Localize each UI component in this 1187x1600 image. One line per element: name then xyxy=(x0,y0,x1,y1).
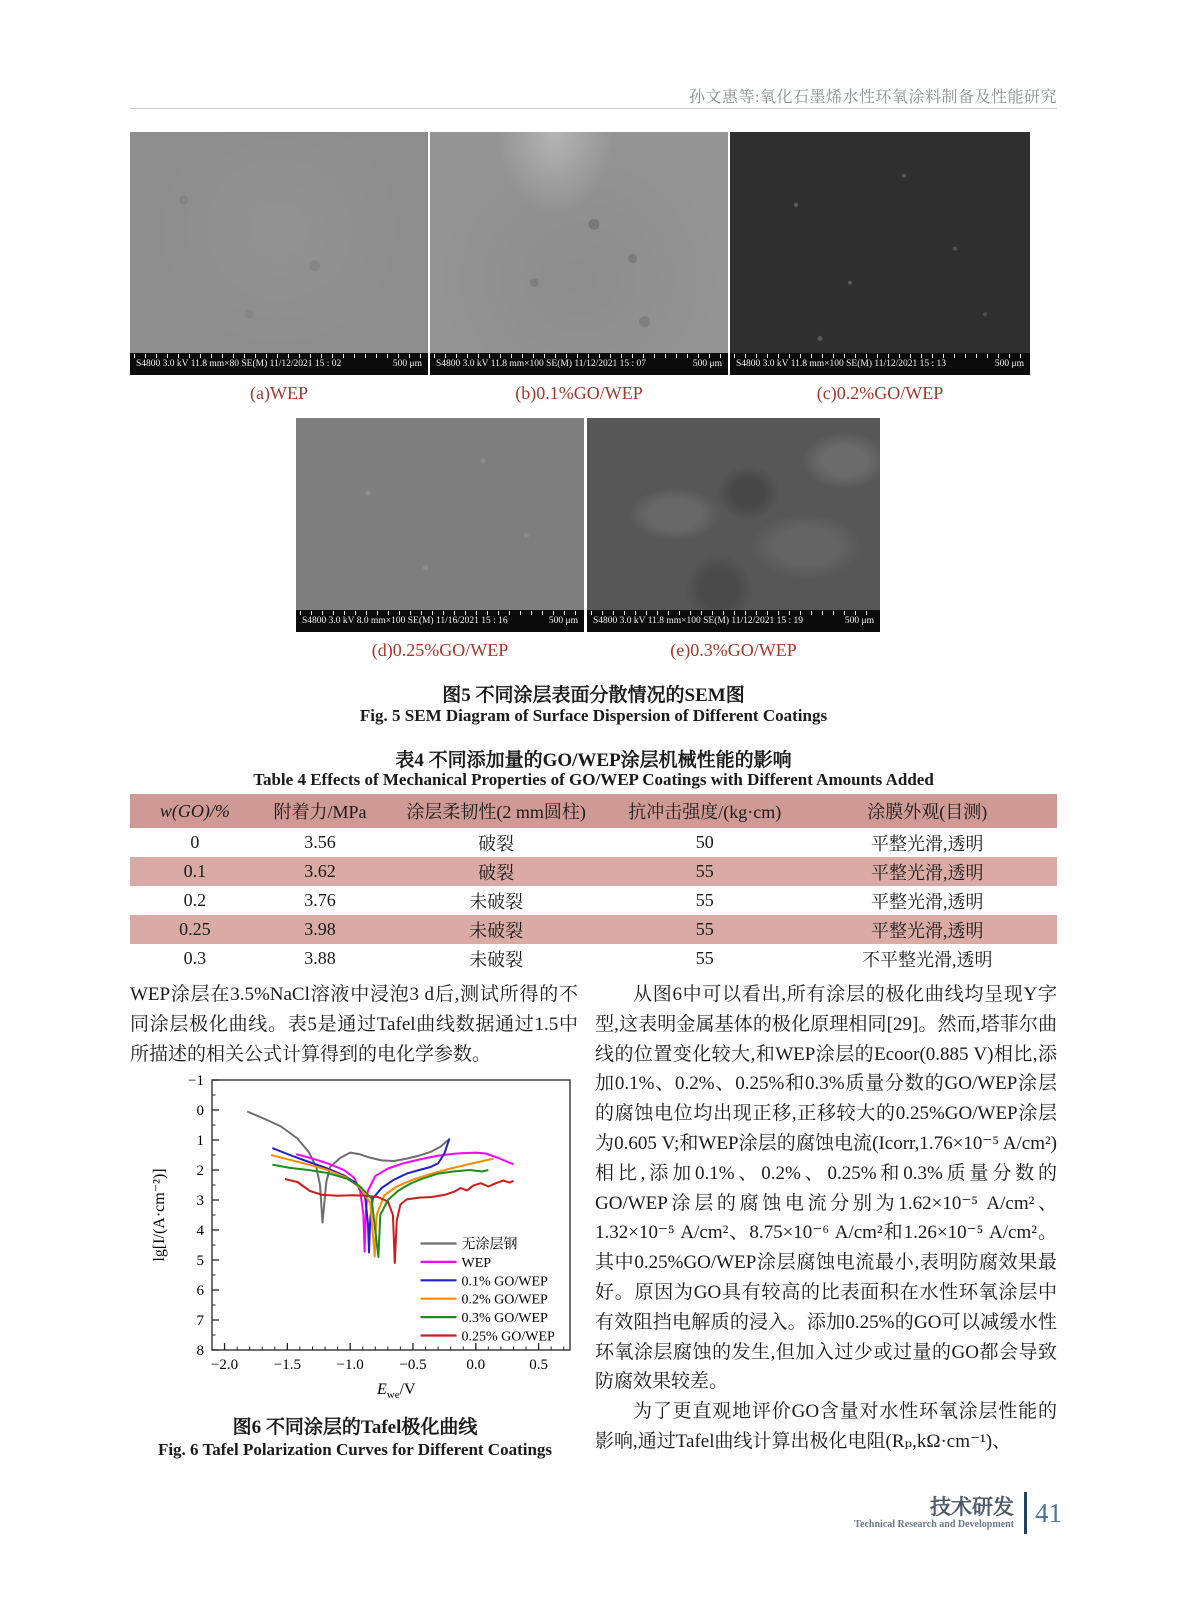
sem-image-d xyxy=(296,418,584,632)
sem-label-b: (b)0.1%GO/WEP xyxy=(515,383,643,403)
table4-title-en: Table 4 Effects of Mechanical Properties of GO/WEP Coatings with Different Amounts Added xyxy=(253,770,934,789)
table-cell: 3.88 xyxy=(304,948,336,968)
svg-text:0.25% GO/WEP: 0.25% GO/WEP xyxy=(461,1329,555,1345)
scale-ruler xyxy=(434,354,724,358)
table-row xyxy=(130,944,1057,973)
table-header-row xyxy=(130,794,1057,828)
footer-section-cn: 技术研发 xyxy=(930,1495,1014,1519)
svg-text:Ewe/V: $E_{we}/V$ xyxy=(377,1381,416,1401)
svg-text:0.3% GO/WEP: 0.3% GO/WEP xyxy=(461,1311,548,1327)
running-header: 孙文惠等:氧化石墨烯水性环氧涂料制备及性能研究 xyxy=(689,89,1057,106)
sem-label-d: (d)0.25%GO/WEP xyxy=(371,640,509,660)
sem-status-bar xyxy=(130,353,428,375)
svg-text:2: 2 xyxy=(196,1163,204,1179)
svg-text:0.0: 0.0 xyxy=(466,1357,486,1373)
footer-divider xyxy=(1024,1492,1027,1534)
svg-text:0: 0 xyxy=(196,1103,204,1119)
sem-status-text: S4800 3.0 kV 11.8 mm×80 SE(M) 11/12/2021 15 : 02 xyxy=(136,359,342,369)
table-cell: 0.1 xyxy=(130,857,260,886)
svg-text:无涂层钢: 无涂层钢 xyxy=(461,1237,518,1253)
sem-status-text: S4800 3.0 kV 11.8 mm×100 SE(M) 11/12/2021 15 : 13 xyxy=(736,359,947,369)
table-row xyxy=(130,886,1057,915)
svg-text:6: 6 xyxy=(196,1283,204,1299)
table-cell: 55 xyxy=(695,948,714,968)
left-column xyxy=(130,980,578,1069)
table-header-cell: 附着力/MPa xyxy=(260,794,381,828)
svg-text:−1: −1 xyxy=(188,1073,204,1089)
table-cell: 55 xyxy=(612,915,797,944)
svg-text:0.1% GO/WEP: 0.1% GO/WEP xyxy=(461,1274,548,1290)
svg-text:3: 3 xyxy=(196,1193,204,1209)
scale-ruler xyxy=(134,354,424,358)
table-cell: 55 xyxy=(695,890,714,910)
svg-text:0.5: 0.5 xyxy=(529,1357,548,1373)
svg-text:1: 1 xyxy=(196,1133,204,1149)
scale-ruler xyxy=(591,611,876,615)
body-paragraph: 从图6中可以看出,所有涂层的极化曲线均呈现Y字型,这表明金属基体的极化原理相同[29]。然而,塔菲尔曲线的位置变化较大,和WEP涂层的Ecoor(0.885 V)相比,添加0.1%、0.2%、0.25%和0.3%质量分数的GO/WEP涂层的腐蚀电位均出现正移,正移较大的0.25%GO/WEP涂层为0.605 V;和WEP涂层的腐蚀电流(Icorr,1.76×10⁻⁵ A/cm²)相比,添加0.1%、0.2%、0.25%和0.3%质量分数的GO/WEP涂层的腐蚀电流分别为1.62×10⁻⁵ A/cm²、1.32×10⁻⁵ A/cm²、8.75×10⁻⁶ A/cm²和1.26×10⁻⁵ A/cm²。其中0.25%GO/WEP涂层腐蚀电流最小,表明防腐效果最好。原因为GO具有较高的比表面积在水性环氧涂层中有效阻挡电解质的浸入。添加0.25%的GO可以减缓水性环氧涂层腐蚀的发生,但加入过少或过量的GO都会导致防腐效果较差。 xyxy=(595,984,1057,1393)
sem-status-bar xyxy=(430,353,728,375)
table-cell: 50 xyxy=(695,832,714,852)
table-header-cell: w(GO)/% xyxy=(130,794,260,828)
scale-ruler xyxy=(300,611,580,615)
fig5-caption-en: Fig. 5 SEM Diagram of Surface Dispersion of Different Coatings xyxy=(359,706,828,725)
footer-section-en: Technical Research and Development xyxy=(854,1518,1014,1530)
sem-status-bar xyxy=(296,610,584,632)
sem-image-b xyxy=(430,132,728,375)
svg-text:8: 8 xyxy=(196,1343,204,1359)
right-column xyxy=(595,980,1057,1457)
table-cell: 平整光滑,透明 xyxy=(797,857,1057,886)
table-header-cell: 涂层柔韧性(2 mm圆柱) xyxy=(380,794,612,828)
sem-status-text: S4800 3.0 kV 8.0 mm×100 SE(M) 11/16/2021 15 : 16 xyxy=(302,616,508,626)
table-cell: 3.76 xyxy=(304,890,336,910)
table-header-cell: 涂膜外观(目测) xyxy=(797,794,1057,828)
sem-scale-text: 500 μm xyxy=(548,616,578,626)
svg-text:lg[I/(A·cm⁻²)]: lg[I/(A·cm⁻²)] xyxy=(151,1168,168,1262)
sem-status-bar xyxy=(730,353,1030,375)
table-cell: 未破裂 xyxy=(469,949,524,970)
svg-text:0.2% GO/WEP: 0.2% GO/WEP xyxy=(461,1292,548,1308)
scale-ruler xyxy=(734,354,1026,358)
table-cell: 0 xyxy=(190,832,200,852)
table-cell: 未破裂 xyxy=(380,915,612,944)
svg-text:7: 7 xyxy=(196,1313,204,1329)
table-cell: 3.98 xyxy=(260,915,381,944)
svg-text:4: 4 xyxy=(196,1223,204,1239)
sem-status-bar xyxy=(587,610,880,632)
sem-label-a: (a)WEP xyxy=(250,383,308,403)
table-cell: 不平整光滑,透明 xyxy=(861,949,993,970)
svg-text:−2.0: −2.0 xyxy=(210,1357,239,1373)
table-row xyxy=(130,857,1057,886)
table-cell: 平整光滑,透明 xyxy=(870,833,984,854)
table-cell: 0.2 xyxy=(183,890,207,910)
table-cell: 0.25 xyxy=(130,915,260,944)
table4 xyxy=(130,794,1057,973)
body-paragraph: WEP涂层在3.5%NaCl溶液中浸泡3 d后,测试所得的不同涂层极化曲线。表5是通过Tafel曲线数据通过1.5中所描述的相关公式计算得到的电化学参数。 xyxy=(130,984,578,1065)
sem-status-text: S4800 3.0 kV 11.8 mm×100 SE(M) 11/12/2021 15 : 07 xyxy=(436,359,647,369)
table-cell: 55 xyxy=(612,857,797,886)
fig6-caption-cn: 图6 不同涂层的Tafel极化曲线 xyxy=(232,1417,478,1438)
sem-scale-text: 500 μm xyxy=(692,359,722,369)
fig5-caption-cn: 图5 不同涂层表面分散情况的SEM图 xyxy=(442,685,745,706)
tafel-chart-svg xyxy=(148,1068,584,1402)
table-cell: 破裂 xyxy=(380,857,612,886)
svg-text:WEP: WEP xyxy=(461,1255,492,1271)
sem-image-c xyxy=(730,132,1030,375)
table-cell: 平整光滑,透明 xyxy=(797,915,1057,944)
figure6-chart xyxy=(148,1068,584,1402)
body-paragraph: 为了更直观地评价GO含量对水性环氧涂层性能的影响,通过Tafel曲线计算出极化电阻(Rₚ,kΩ·cm⁻¹)、 xyxy=(595,1401,1057,1452)
table-header-cell: 抗冲击强度/(kg·cm) xyxy=(612,794,797,828)
table-cell: 3.56 xyxy=(304,832,336,852)
table-cell: 平整光滑,透明 xyxy=(870,891,984,912)
table-cell: 3.62 xyxy=(260,857,381,886)
fig6-caption-en: Fig. 6 Tafel Polarization Curves for Different Coatings xyxy=(157,1440,553,1459)
sem-status-text: S4800 3.0 kV 11.8 mm×100 SE(M) 11/12/2021 15 : 19 xyxy=(593,616,804,626)
table-cell: 0.3 xyxy=(183,948,207,968)
sem-image-a xyxy=(130,132,428,375)
page-footer xyxy=(854,1492,1062,1534)
page-number: 41 xyxy=(1035,1497,1062,1528)
table-cell: 未破裂 xyxy=(469,891,524,912)
table-cell: 破裂 xyxy=(478,833,515,854)
svg-text:−1.5: −1.5 xyxy=(273,1357,301,1373)
table-row xyxy=(130,915,1057,944)
svg-text:5: 5 xyxy=(196,1253,204,1269)
sem-scale-text: 500 μm xyxy=(994,359,1024,369)
header-rule xyxy=(130,108,1057,109)
sem-image-e xyxy=(587,418,880,632)
svg-text:−0.5: −0.5 xyxy=(399,1357,427,1373)
sem-label-e: (e)0.3%GO/WEP xyxy=(670,640,797,660)
svg-text:−1.0: −1.0 xyxy=(336,1357,364,1373)
table4-title-cn: 表4 不同添加量的GO/WEP涂层机械性能的影响 xyxy=(395,750,792,771)
sem-label-c: (c)0.2%GO/WEP xyxy=(816,383,944,403)
sem-scale-text: 500 μm xyxy=(844,616,874,626)
table-row xyxy=(130,828,1057,857)
sem-scale-text: 500 μm xyxy=(392,359,422,369)
